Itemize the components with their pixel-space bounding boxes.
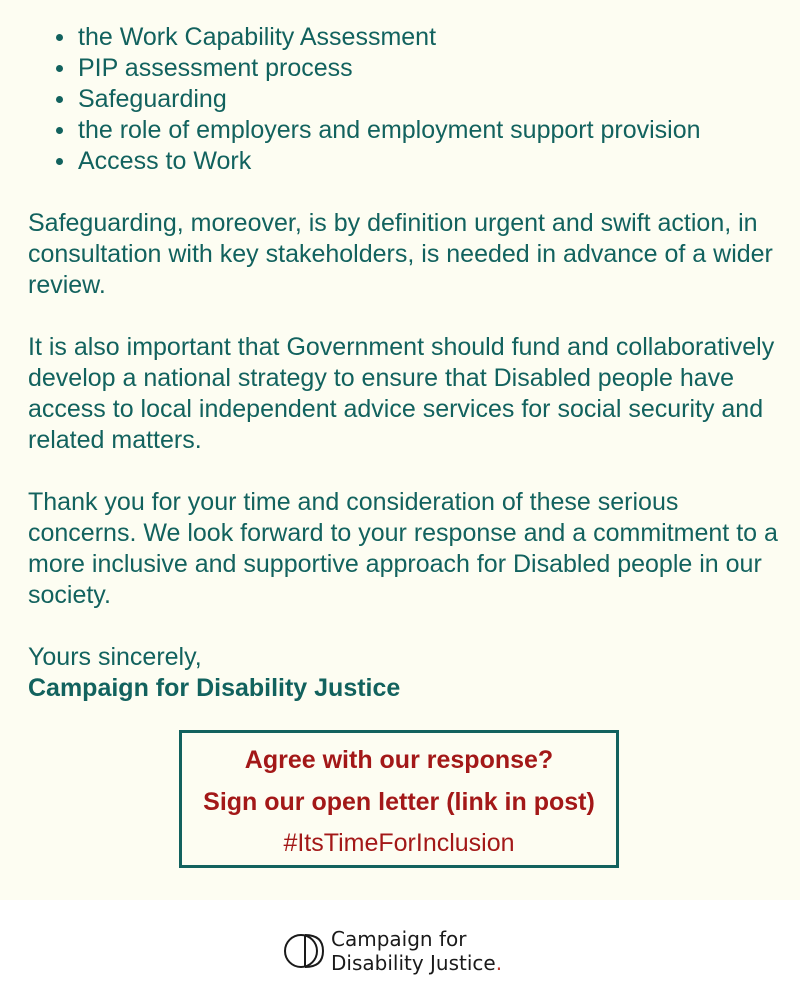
logo-wordmark [331, 927, 502, 975]
bullet-dot-icon [56, 96, 63, 103]
letter-body [28, 22, 780, 704]
paragraph-thank-you: Thank you for your time and consideration of these serious concerns. We look forward to your response and a commitment to a more inclusive and supportive approach for Disabled people in our society. [28, 488, 778, 609]
paragraph-national-strategy: It is also important that Government should fund and collaboratively develop a national strategy to ensure that Disabled people have access to local independent advice services for social security and related matters. [28, 333, 775, 454]
bullet-list [28, 22, 780, 177]
bullet-item: Safeguarding [52, 84, 780, 115]
bullet-item: the role of employers and employment support provision [52, 115, 780, 146]
logo-line-1: Campaign for [331, 927, 467, 951]
paragraph-safeguarding: Safeguarding, moreover, is by definition urgent and swift action, in consultation with key stakeholders, is needed in advance of a wider review. [28, 209, 773, 299]
logo-line-2: Disability Justice. [331, 951, 503, 975]
bullet-item: Access to Work [52, 146, 780, 177]
call-to-action-box [179, 730, 619, 868]
letter-closing [28, 642, 780, 704]
signatory-organisation: Campaign for Disability Justice [28, 674, 401, 702]
salutation: Yours sincerely, [28, 643, 202, 671]
bullet-dot-icon [56, 65, 63, 72]
bullet-dot-icon [56, 34, 63, 41]
cdj-logo-icon [283, 929, 327, 973]
cta-sign-letter: Sign our open letter (link in post) [203, 788, 595, 816]
bullet-item: PIP assessment process [52, 53, 780, 84]
bullet-item: the Work Capability Assessment [52, 22, 780, 53]
footer [0, 900, 800, 1000]
bullet-dot-icon [56, 127, 63, 134]
cta-hashtag: #ItsTimeForInclusion [283, 829, 515, 857]
bullet-dot-icon [56, 158, 63, 165]
logo-dot: . [495, 951, 503, 975]
cta-question: Agree with our response? [244, 746, 554, 774]
campaign-logo [283, 926, 502, 976]
